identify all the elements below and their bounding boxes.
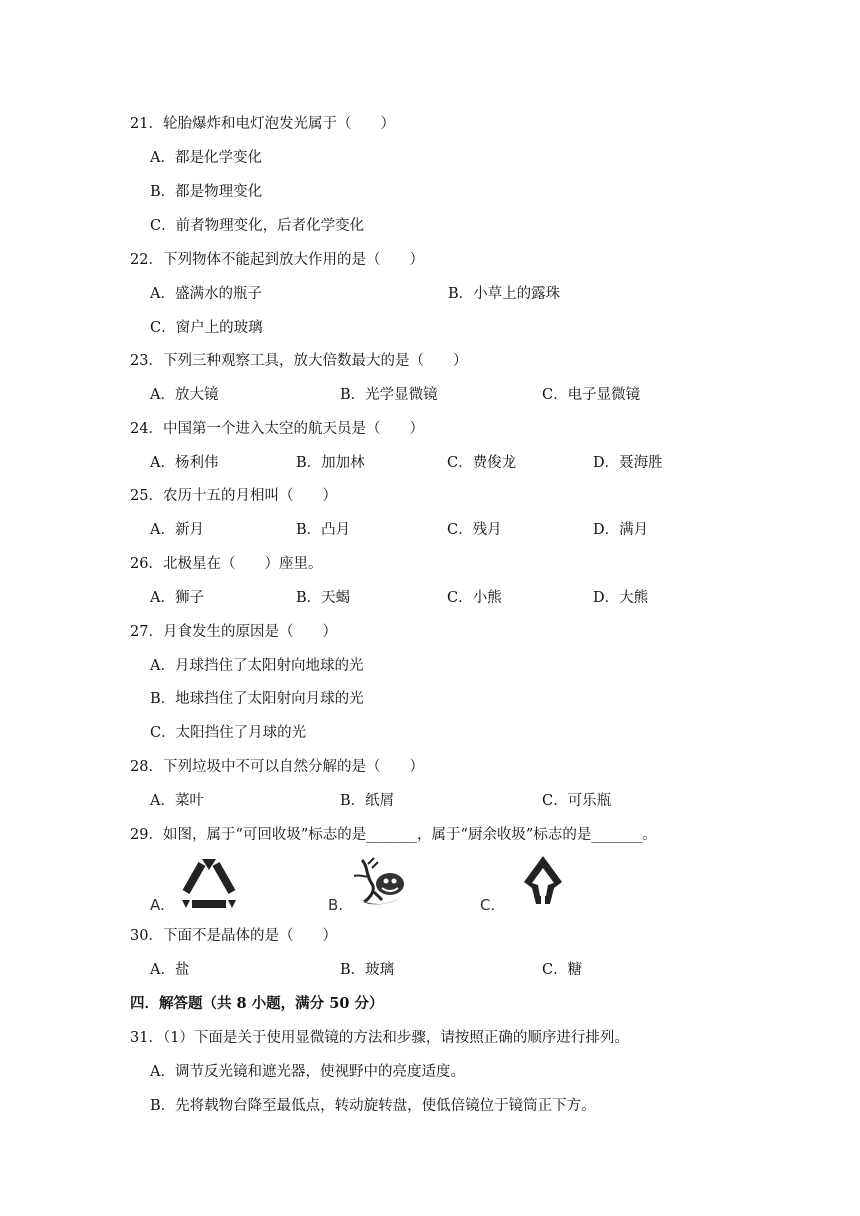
question-25-stem: 25．农历十五的月相叫（ ） bbox=[130, 488, 337, 504]
question-26-option-a: A．狮子 bbox=[150, 590, 204, 606]
question-25-option-c: C．残月 bbox=[447, 522, 502, 538]
question-23-option-b: B．光学显微镜 bbox=[340, 387, 438, 403]
question-30-option-a: A．盐 bbox=[150, 962, 190, 978]
question-26-stem: 26．北极星在（ ）座里。 bbox=[130, 556, 323, 572]
question-28-option-a: A．菜叶 bbox=[150, 793, 204, 809]
question-29-stem: 29．如图，属于“可回收圾”标志的是_______，属于“厨余收圾”标志的是_______。 bbox=[130, 827, 657, 843]
symbol-c bbox=[480, 850, 580, 916]
question-24-option-b: B．加加林 bbox=[296, 455, 365, 471]
question-31-option-b: B．先将载物台降至最低点，转动旋转盘，使低倍镜位于镜筒正下方。 bbox=[150, 1098, 596, 1114]
question-28-option-c: C．可乐瓶 bbox=[542, 793, 612, 809]
question-28-stem: 28．下列垃圾中不可以自然分解的是（ ） bbox=[130, 759, 424, 775]
question-21-option-a: A．都是化学变化 bbox=[150, 150, 262, 166]
question-30-option-b: B．玻璃 bbox=[340, 962, 395, 978]
question-24-stem: 24．中国第一个进入太空的航天员是（ ） bbox=[130, 421, 424, 437]
symbol-b bbox=[328, 850, 428, 916]
question-27-option-a: A．月球挡住了太阳射向地球的光 bbox=[150, 658, 364, 674]
question-23-option-a: A．放大镜 bbox=[150, 387, 219, 403]
question-23-stem: 23．下列三种观察工具，放大倍数最大的是（ ） bbox=[130, 353, 468, 369]
question-31-stem: 31．（1）下面是关于使用显微镜的方法和步骤，请按照正确的顺序进行排列。 bbox=[130, 1030, 629, 1046]
question-25-option-d: D．满月 bbox=[593, 522, 649, 538]
question-23-option-c: C．电子显微镜 bbox=[542, 387, 641, 403]
symbol-b-label: B. bbox=[328, 896, 344, 914]
question-25-option-a: A．新月 bbox=[150, 522, 204, 538]
question-21-stem: 21．轮胎爆炸和电灯泡发光属于（ ） bbox=[130, 116, 395, 132]
question-25-option-b: B．凸月 bbox=[296, 522, 351, 538]
question-26-option-c: C．小熊 bbox=[447, 590, 502, 606]
question-24-option-d: D．聂海胜 bbox=[593, 455, 663, 471]
question-27-option-c: C．太阳挡住了月球的光 bbox=[150, 725, 307, 741]
question-22-option-a: A．盛满水的瓶子 bbox=[150, 286, 262, 302]
question-24-option-a: A．杨利伟 bbox=[150, 455, 219, 471]
question-26-option-b: B．天蝎 bbox=[296, 590, 351, 606]
question-21-option-c: C．前者物理变化，后者化学变化 bbox=[150, 218, 365, 234]
recycle-icon bbox=[180, 856, 238, 910]
symbol-a-label: A. bbox=[150, 896, 165, 914]
question-22-option-c: C．窗户上的玻璃 bbox=[150, 320, 263, 336]
recycling-symbols-figure bbox=[150, 850, 610, 916]
symbol-c-label: C. bbox=[480, 896, 496, 914]
question-22-option-b: B．小草上的露珠 bbox=[448, 286, 561, 302]
section-4-title: 四．解答题（共 8 小题，满分 50 分） bbox=[130, 995, 384, 1012]
symbol-a bbox=[150, 850, 250, 916]
question-28-option-b: B．纸屑 bbox=[340, 793, 395, 809]
question-26-option-d: D．大熊 bbox=[593, 590, 649, 606]
question-31-option-a: A．调节反光镜和遮光器，使视野中的亮度适度。 bbox=[150, 1064, 465, 1080]
recycle-arrow-icon bbox=[516, 852, 570, 912]
question-24-option-c: C．费俊龙 bbox=[447, 455, 517, 471]
question-30-stem: 30．下面不是晶体的是（ ） bbox=[130, 928, 337, 944]
question-30-option-c: C．糖 bbox=[542, 962, 583, 978]
food-waste-icon bbox=[348, 854, 410, 910]
question-22-stem: 22．下列物体不能起到放大作用的是（ ） bbox=[130, 252, 424, 268]
question-27-stem: 27．月食发生的原因是（ ） bbox=[130, 624, 337, 640]
question-27-option-b: B．地球挡住了太阳射向月球的光 bbox=[150, 691, 364, 707]
question-21-option-b: B．都是物理变化 bbox=[150, 184, 263, 200]
